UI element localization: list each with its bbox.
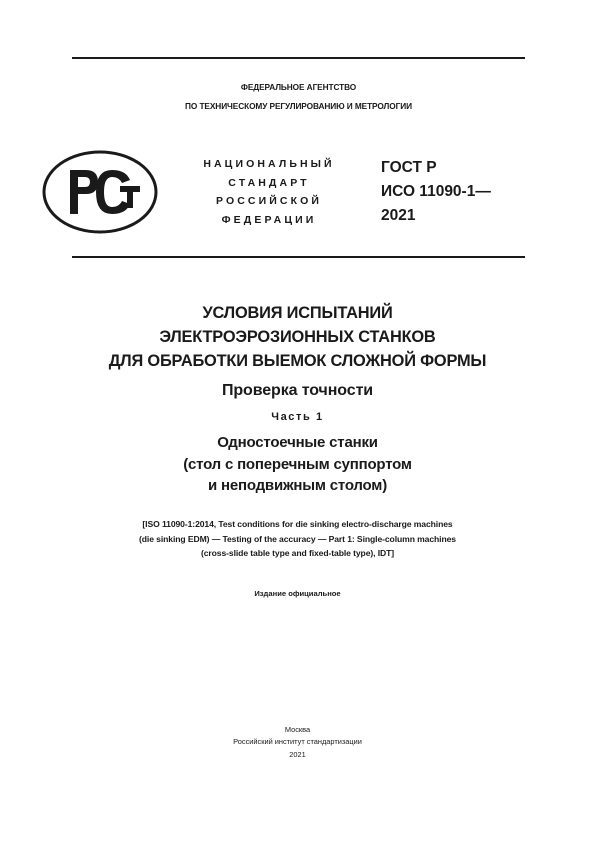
agency-line-1: ФЕДЕРАЛЬНОЕ АГЕНТСТВО (240, 82, 357, 92)
document-title-line: УСЛОВИЯ ИСПЫТАНИЙ (202, 304, 393, 322)
national-standard-line: ФЕДЕРАЦИИ (221, 214, 317, 227)
part-title-line: (стол с поперечным суппортом (183, 455, 412, 473)
standard-designation (381, 156, 491, 228)
official-edition-note: Издание официальное (254, 589, 341, 598)
iso-reference (40, 517, 555, 561)
designation-line: ГОСТ Р (381, 159, 437, 176)
top-divider (72, 57, 525, 59)
part-title (30, 432, 565, 497)
header-divider (72, 256, 525, 258)
iso-reference-line: (die sinking EDM) — Testing of the accuracy — Part 1: Single-column machines (139, 533, 456, 544)
iso-reference-line: (cross-slide table type and fixed-table type), IDT] (200, 548, 395, 558)
imprint (40, 724, 555, 761)
document-title-line: ДЛЯ ОБРАБОТКИ ВЫЕМОК СЛОЖНОЙ ФОРМЫ (108, 352, 487, 370)
national-standard-line: НАЦИОНАЛЬНЫЙ (203, 158, 335, 170)
document-title-line: ЭЛЕКТРОЭРОЗИОННЫХ СТАНКОВ (159, 328, 436, 346)
agency-line-2: ПО ТЕХНИЧЕСКОМУ РЕГУЛИРОВАНИЮ И МЕТРОЛОГИИ (185, 101, 412, 111)
imprint-publisher: Российский институт стандартизации (233, 737, 362, 747)
gost-r-emblem-icon (42, 150, 158, 234)
iso-reference-line: [ISO 11090-1:2014, Test conditions for die sinking electro-discharge machines (142, 519, 453, 529)
imprint-year: 2021 (289, 749, 306, 759)
imprint-city: Москва (284, 725, 311, 734)
part-title-line: и неподвижным столом) (207, 477, 387, 494)
part-title-line: Одностоечные станки (217, 434, 378, 451)
national-standard-block (184, 155, 354, 230)
part-number: Часть 1 (271, 411, 324, 423)
designation-line: ИСО 11090-1— (381, 183, 491, 200)
national-standard-line: РОССИЙСКОЙ (216, 195, 322, 208)
national-standard-line: СТАНДАРТ (228, 176, 310, 189)
document-subtitle: Проверка точности (221, 382, 374, 399)
designation-line: 2021 (381, 207, 416, 224)
